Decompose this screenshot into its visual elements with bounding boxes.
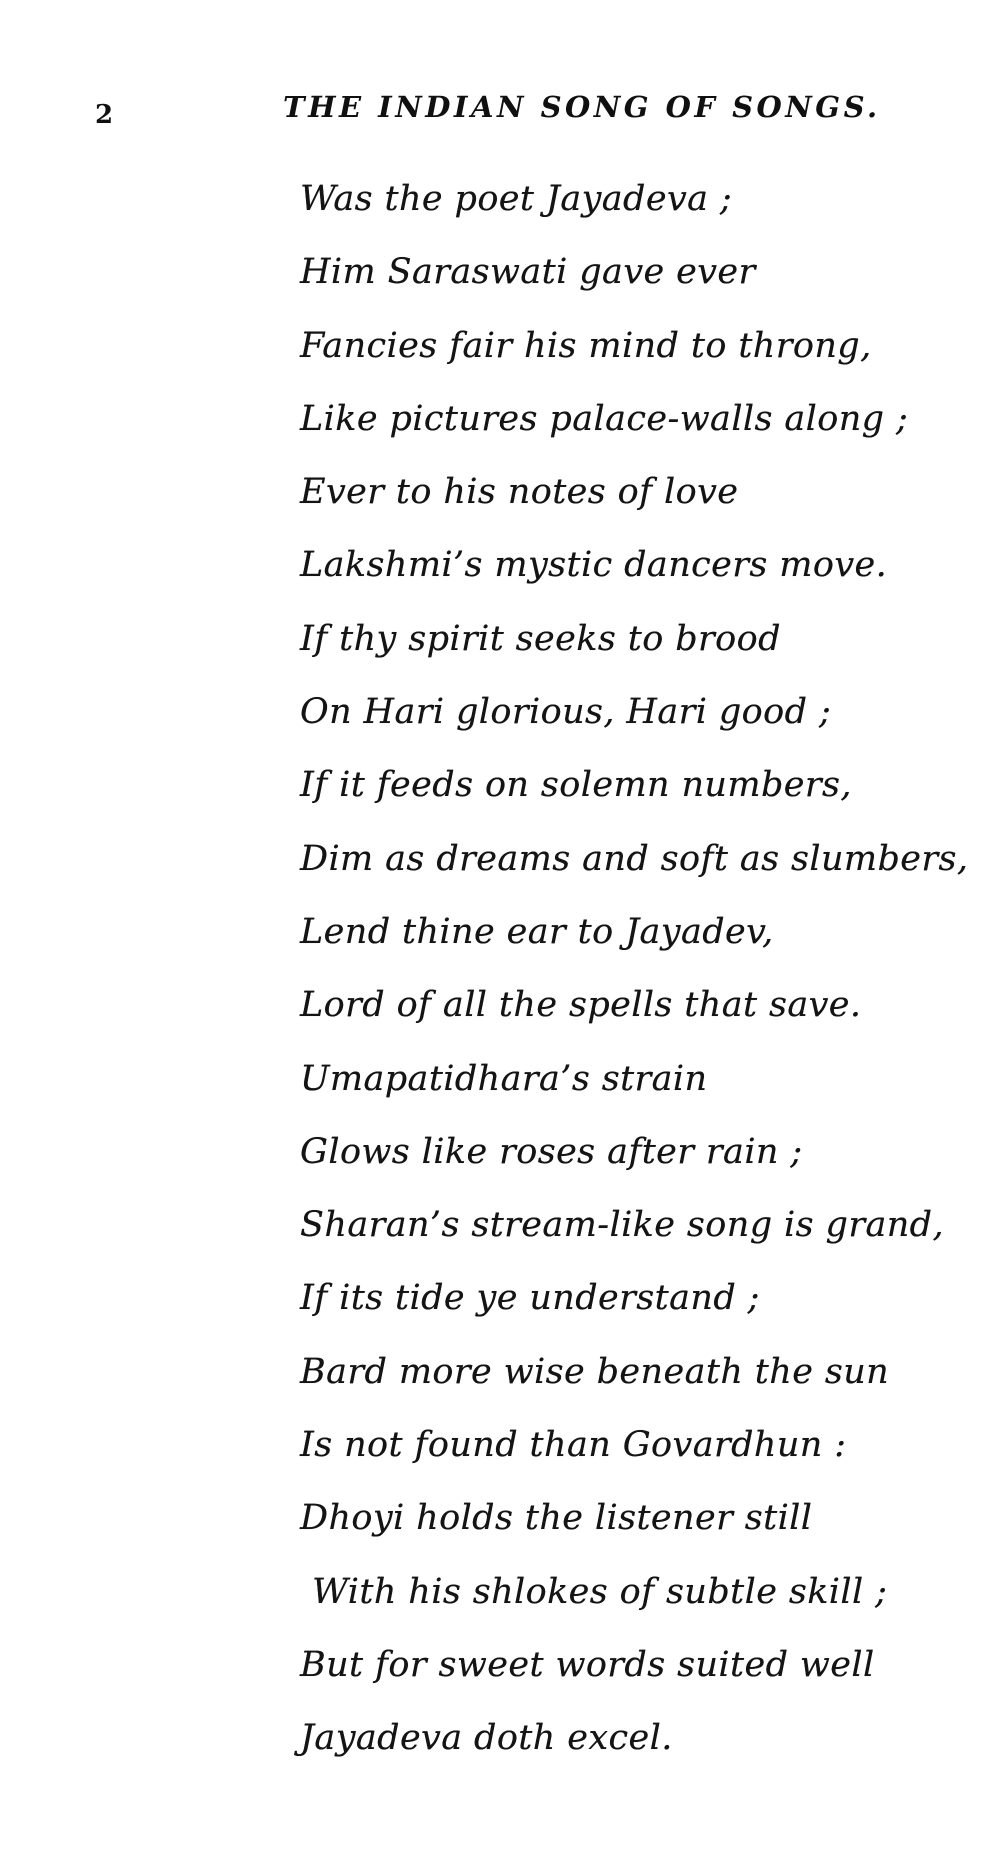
page-number: 2 bbox=[95, 100, 114, 130]
running-title: THE INDIAN SONG OF SONGS. bbox=[283, 90, 881, 124]
poem-line: Is not found than Govardhun : bbox=[300, 1425, 847, 1466]
poem-line: Was the poet Jayadeva ; bbox=[300, 179, 733, 219]
poem-line: With his shlokes of subtle skill ; bbox=[312, 1571, 888, 1612]
poem-line: Lend thine ear to Jayadev, bbox=[300, 911, 774, 952]
poem-line: Glows like roses after rain ; bbox=[300, 1131, 803, 1172]
poem-line: If it feeds on solemn numbers, bbox=[300, 765, 852, 806]
poem-line: But for sweet words suited well bbox=[300, 1644, 875, 1685]
poem-line: Dim as dreams and soft as slumbers, bbox=[300, 838, 969, 879]
poem-line: On Hari glorious, Hari good ; bbox=[300, 692, 832, 733]
poem bbox=[300, 163, 969, 1776]
poem-line: Fancies fair his mind to throng, bbox=[300, 325, 872, 366]
poem-line: Sharan’s stream-like song is grand, bbox=[300, 1205, 944, 1246]
poem-line: Dhoyi holds the listener still bbox=[300, 1498, 813, 1539]
poem-line: Umapatidhara’s strain bbox=[300, 1058, 708, 1099]
poem-line: If thy spirit seeks to brood bbox=[300, 618, 781, 659]
poem-line: Lord of all the spells that save. bbox=[300, 985, 862, 1026]
poem-line: If its tide ye understand ; bbox=[300, 1278, 760, 1319]
running-header bbox=[0, 0, 1000, 140]
poem-line: Like pictures palace-walls along ; bbox=[300, 398, 909, 439]
poem-line: Jayadeva doth excel. bbox=[300, 1718, 673, 1759]
poem-line: Lakshmi’s mystic dancers move. bbox=[300, 545, 888, 586]
poem-line: Him Saraswati gave ever bbox=[300, 252, 756, 293]
poem-line: Ever to his notes of love bbox=[300, 472, 739, 513]
poem-line: Bard more wise beneath the sun bbox=[300, 1351, 890, 1392]
